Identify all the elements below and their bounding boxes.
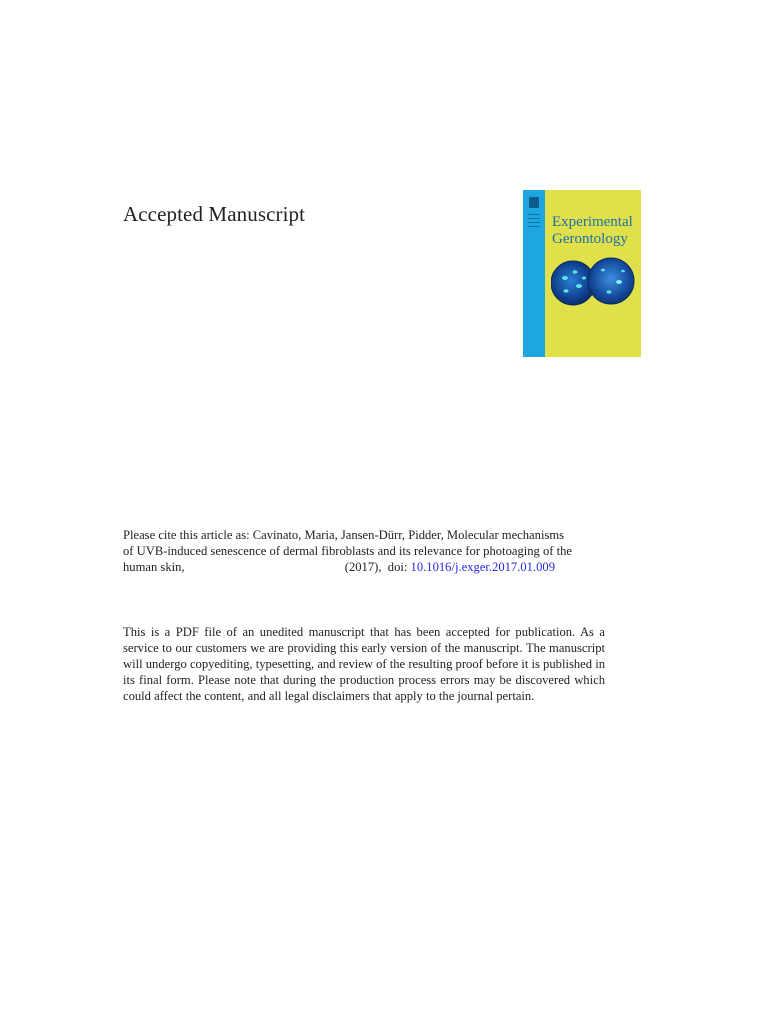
- publisher-logo-icon: [529, 197, 539, 208]
- cover-journal-title: [552, 214, 633, 248]
- citation-block: [123, 527, 605, 575]
- cover-spine-text: [528, 214, 540, 230]
- journal-cover: [523, 190, 641, 357]
- cover-title-line2: Gerontology: [552, 231, 628, 247]
- citation-doi-group: [345, 559, 555, 575]
- cover-cell-image: [551, 256, 635, 308]
- citation-year: (2017),: [344, 560, 382, 574]
- citation-line-3: [123, 559, 555, 575]
- doi-link[interactable]: 10.1016/j.exger.2017.01.009: [410, 560, 555, 574]
- doi-label: doi:: [387, 560, 408, 574]
- cover-title-line1: Experimental: [552, 214, 633, 230]
- citation-line-2: of UVB-induced senescence of dermal fibroblasts and its relevance for photoaging of the: [123, 544, 573, 558]
- page-title: Accepted Manuscript: [123, 202, 306, 226]
- manuscript-notice: This is a PDF file of an unedited manuscript that has been accepted for publication. As a service to our customers we are providing this early version of the manuscript. The manuscript will undergo copyediting, typesetting, and review of the resulting proof before it is published in its final form. Please note that during the production process errors may be discovered which could affect the content, and all legal disclaimers that apply to the journal pertain.: [123, 625, 605, 703]
- citation-journal-ref: human skin,: [123, 560, 185, 574]
- cover-spine: [523, 190, 545, 357]
- citation-line-1: Please cite this article as: Cavinato, Maria, Jansen-Dürr, Pidder, Molecular mechanisms: [123, 528, 565, 542]
